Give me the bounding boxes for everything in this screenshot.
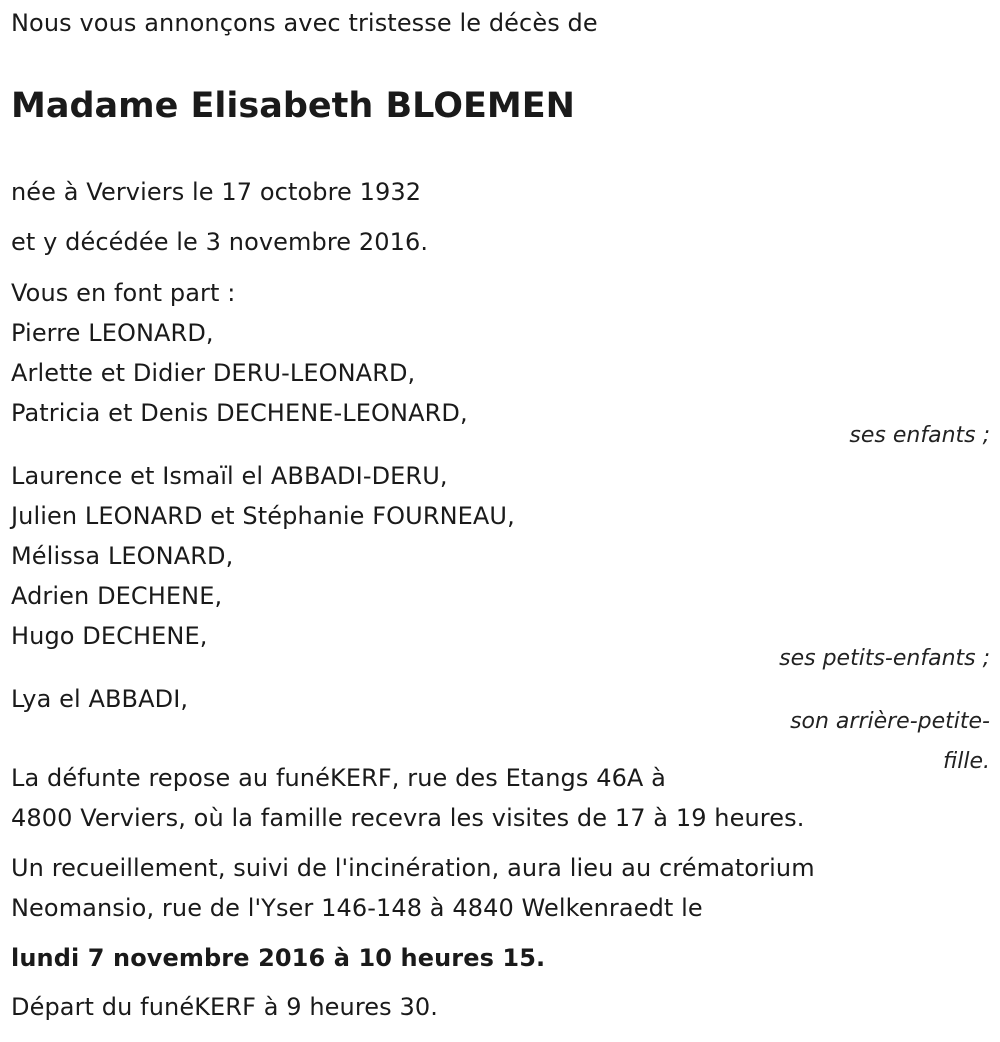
child-line: Arlette et Didier DERU-LEONARD, xyxy=(11,359,416,387)
children-role: ses enfants ; xyxy=(849,423,990,448)
child-line: Patricia et Denis DECHENE-LEONARD, xyxy=(11,399,468,427)
ceremony-line: Un recueillement, suivi de l'incinération, aura lieu au crématorium xyxy=(11,854,815,882)
ceremony-line: Neomansio, rue de l'Yser 146-148 à 4840 Welkenraedt le xyxy=(11,894,703,922)
grandchild-line: Mélissa LEONARD, xyxy=(11,542,234,570)
grandchild-line: Adrien DECHENE, xyxy=(11,582,223,610)
intro-text: Nous vous annonçons avec tristesse le décès de xyxy=(11,9,598,37)
rest-line: La défunte repose au funéKERF, rue des Etangs 46A à xyxy=(11,764,666,792)
deceased-name: Madame Elisabeth BLOEMEN xyxy=(11,86,575,126)
great-grandchild-role-1: son arrière-petite- xyxy=(790,709,990,734)
ceremony-date: lundi 7 novembre 2016 à 10 heures 15. xyxy=(11,944,546,972)
grandchild-line: Laurence et Ismaïl el ABBADI-DERU, xyxy=(11,462,448,490)
great-grandchild-role-2: fille. xyxy=(943,749,990,774)
departure-text: Départ du funéKERF à 9 heures 30. xyxy=(11,993,438,1021)
great-grandchild-line: Lya el ABBADI, xyxy=(11,685,189,713)
child-line: Pierre LEONARD, xyxy=(11,319,214,347)
rest-line: 4800 Verviers, où la famille recevra les visites de 17 à 19 heures. xyxy=(11,804,805,832)
birth-text: née à Verviers le 17 octobre 1932 xyxy=(11,178,422,206)
grandchild-line: Julien LEONARD et Stéphanie FOURNEAU, xyxy=(11,502,515,530)
announcers-intro: Vous en font part : xyxy=(11,279,236,307)
grandchild-line: Hugo DECHENE, xyxy=(11,622,208,650)
grandchildren-role: ses petits-enfants ; xyxy=(779,646,990,671)
death-text: et y décédée le 3 novembre 2016. xyxy=(11,228,429,256)
